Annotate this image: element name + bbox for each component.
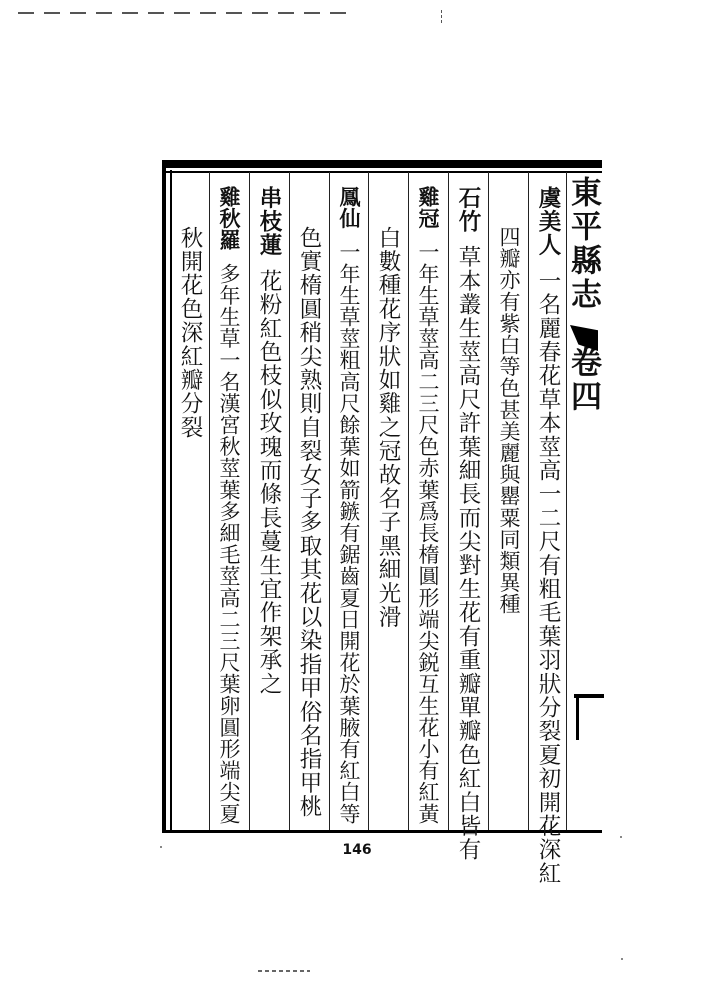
scan-dashed-line: [18, 12, 348, 14]
entry-term: 虞美人: [535, 186, 561, 258]
column-rule: [488, 172, 489, 830]
entry-text: 草本叢生莖高尺許葉細長而尖對生花有重瓣單瓣色紅白皆有: [455, 245, 481, 862]
text-column: [174, 226, 206, 439]
text-column: [412, 186, 444, 824]
text-column: [213, 186, 245, 824]
column-rule: [249, 172, 250, 830]
entry-text: 多年生草一名漢宮秋莖葉多細毛莖高二三尺葉卵圓形端尖夏: [217, 262, 241, 825]
scan-speck: [160, 846, 162, 848]
entry-term: 鳳仙: [337, 186, 362, 230]
entry-term: 雞冠: [416, 186, 441, 230]
column-rule: [368, 172, 369, 830]
scan-speck: [621, 958, 623, 960]
frame-left-inner-line: [170, 170, 172, 832]
scan-speck: [620, 836, 622, 838]
scan-dotted-line: [258, 970, 310, 972]
column-rule: [448, 172, 449, 830]
text-column: [493, 226, 525, 615]
column-rule: [329, 172, 330, 830]
entry-term: 雞秋羅: [217, 186, 242, 251]
entry-text: 白數種花序狀如雞之冠故名子黑細光滑: [375, 226, 401, 629]
column-rule: [528, 172, 529, 830]
fold-mark-stem: [576, 694, 579, 740]
entry-text: 秋開花色深紅瓣分裂: [177, 226, 203, 440]
header-title: 東平縣志: [565, 176, 601, 312]
header-volume: 卷四: [565, 346, 601, 414]
frame-top-inner-line: [162, 171, 602, 173]
entry-term: 串枝蓮: [256, 186, 282, 258]
page-header: [566, 176, 606, 676]
entry-term: 石竹: [455, 186, 481, 234]
frame-left-border: [162, 160, 166, 832]
column-rule: [408, 172, 409, 830]
scan-tick-mark: [441, 10, 442, 24]
text-column: [333, 186, 365, 824]
page-number: 146: [342, 842, 372, 858]
column-rule: [289, 172, 290, 830]
frame-top-border: [162, 160, 602, 168]
entry-text: 一年生草莖高二三尺色赤葉爲長楕圓形端尖鋭互生花小有紅黃: [416, 241, 440, 825]
text-column: [372, 226, 404, 629]
entry-text: 色實楕圓稍尖熟則自裂女子多取其花以染指甲俗名指甲桃: [296, 226, 322, 819]
text-column: [532, 186, 564, 885]
entry-text: 一年生草莖粗高尺餘葉如箭鏃有鋸齒夏日開花於葉腋有紅白等: [337, 241, 361, 825]
entry-text: 四瓣亦有紫白等色甚美麗與罌粟同類異種: [497, 226, 521, 615]
text-column: [253, 186, 285, 696]
text-column: [452, 186, 484, 862]
entry-text: 一名麗春花草本莖高一二尺有粗毛葉羽狀分裂夏初開花深紅: [535, 269, 561, 886]
entry-text: 花粉紅色枝似玫瑰而條長蔓生宜作架承之: [256, 269, 282, 696]
column-rule: [209, 172, 210, 830]
text-column: [293, 226, 325, 819]
